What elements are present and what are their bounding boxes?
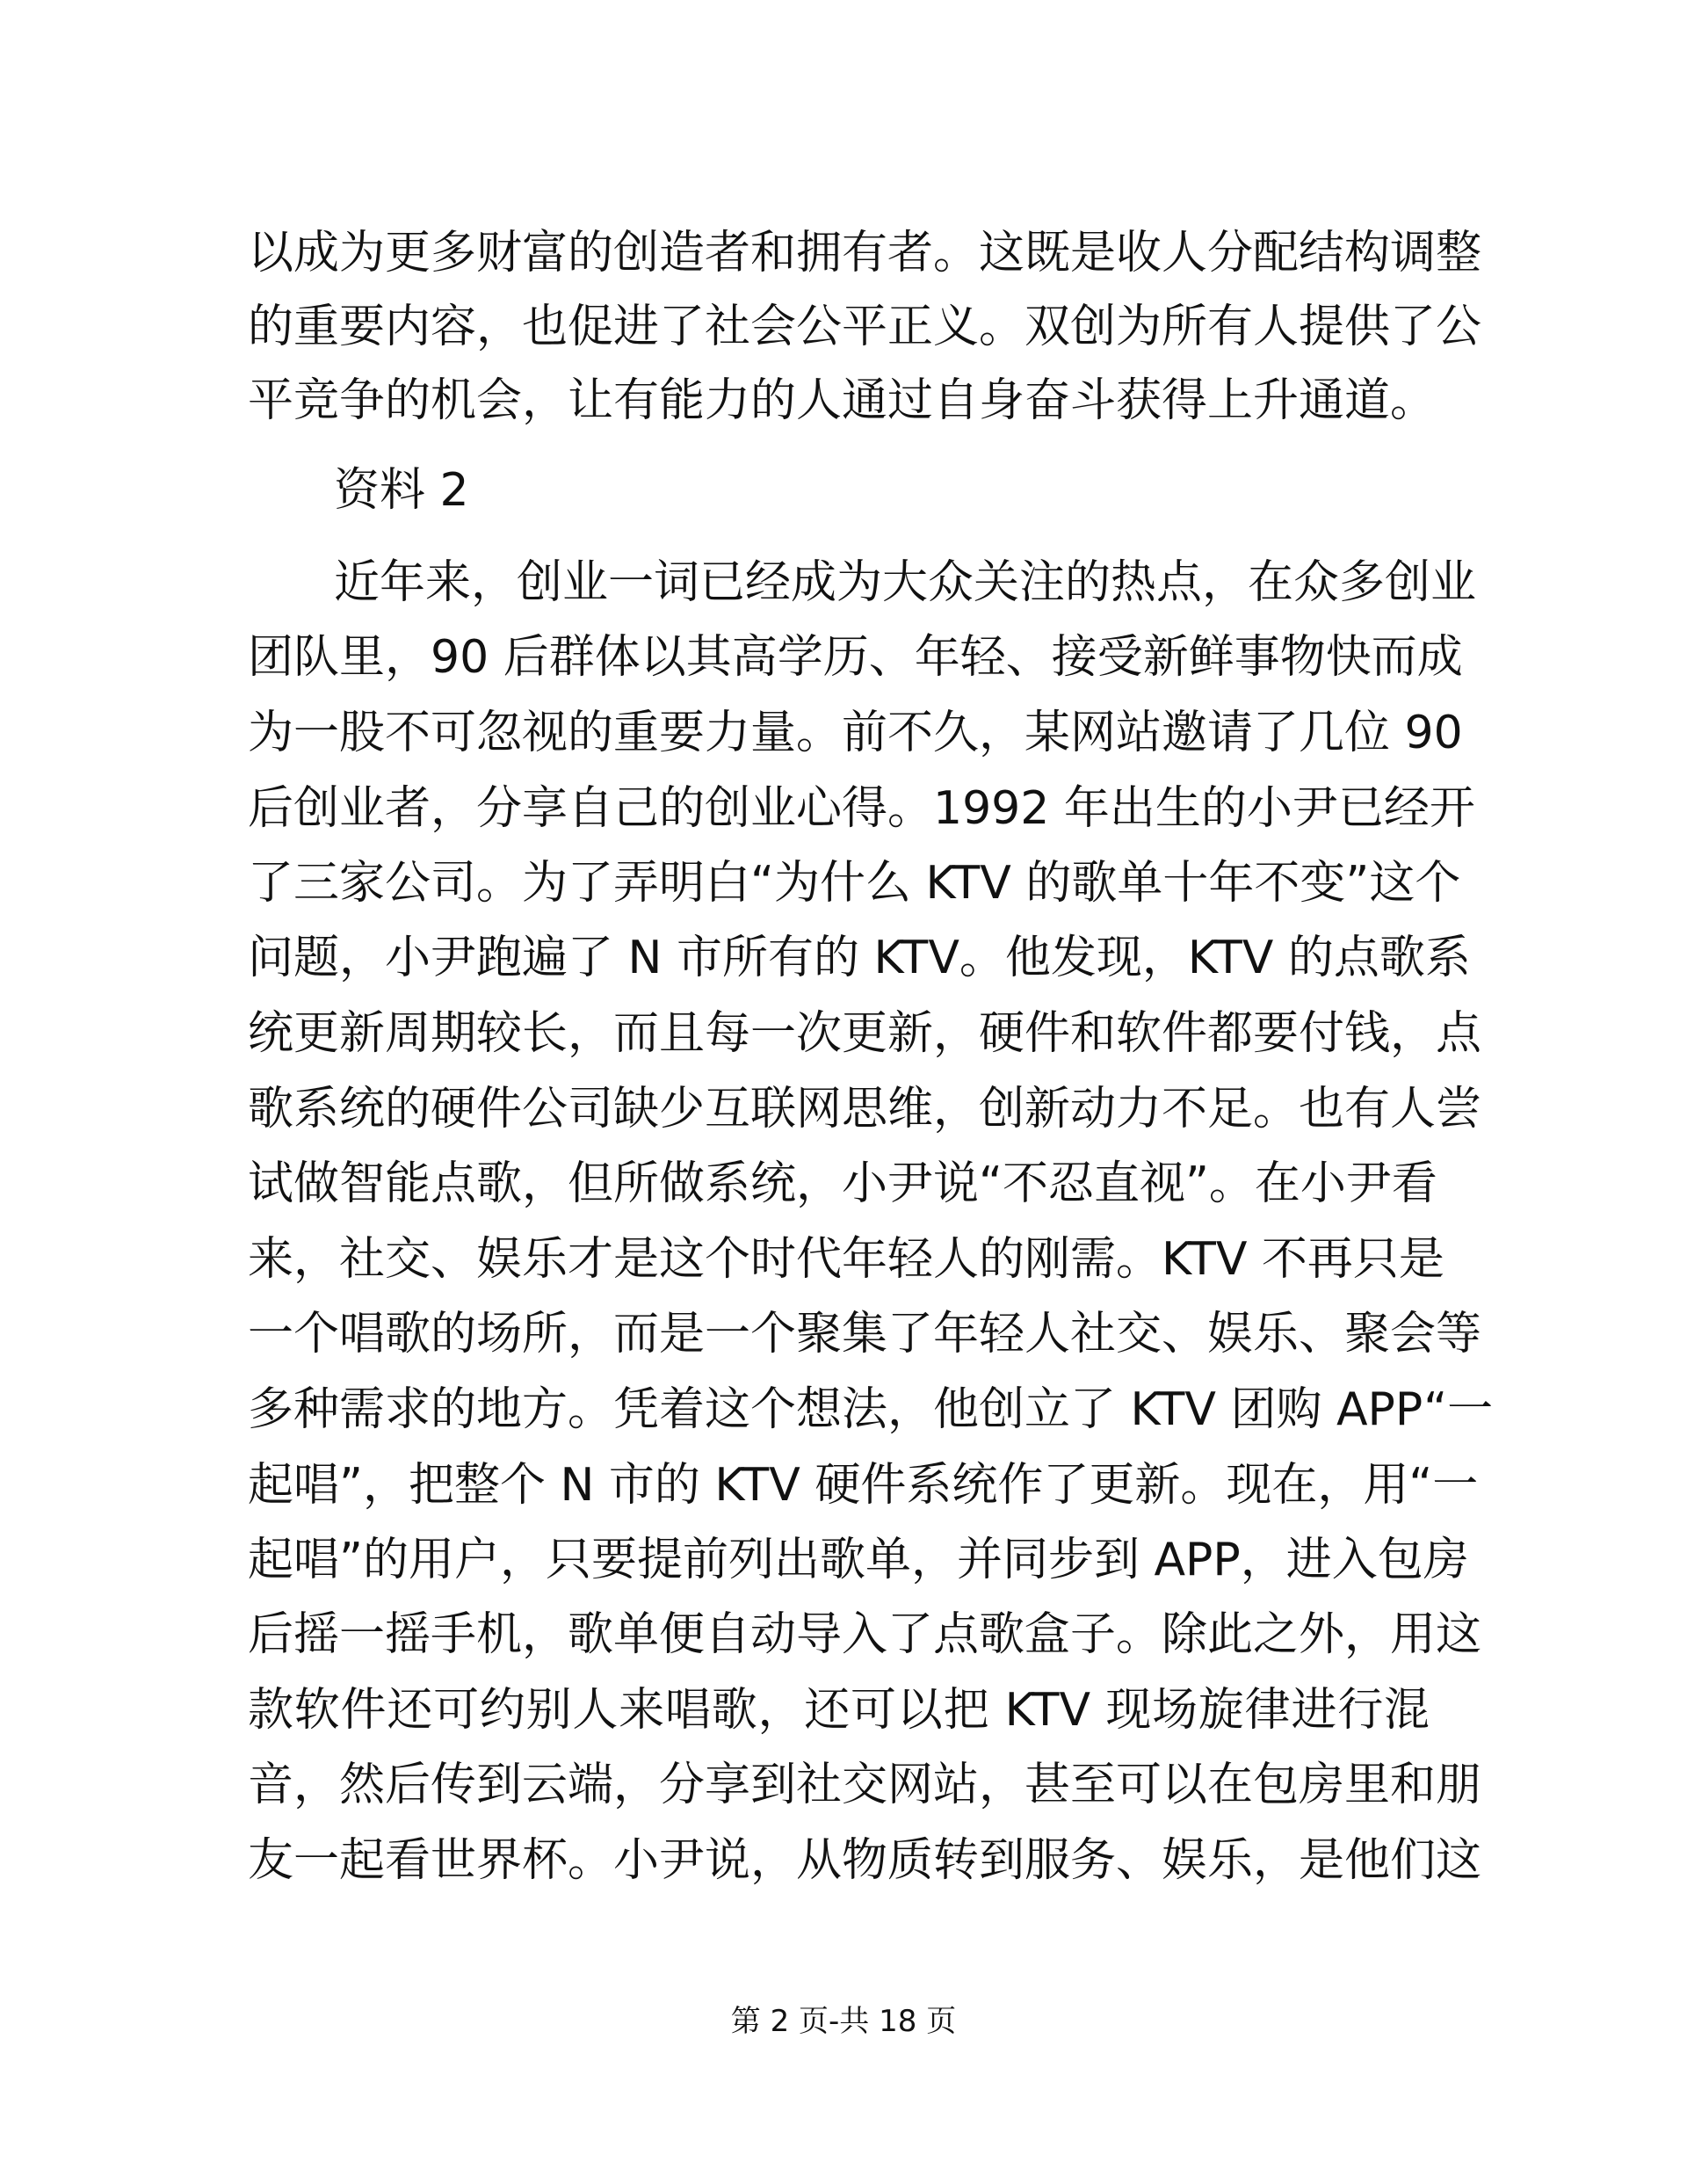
text-line-21: 音，然后传到云端，分享到社交网站，甚至可以在包房里和朋 — [248, 1759, 1482, 1811]
text-line-6: 团队里，90 后群体以其高学历、年轻、接受新鲜事物快而成 — [248, 631, 1463, 684]
text-line-20: 款软件还可约别人来唱歌，还可以把 KTV 现场旋律进行混 — [248, 1684, 1430, 1737]
text-line-10: 问题，小尹跑遍了 N 市所有的 KTV。他发现，KTV 的点歌系 — [248, 932, 1471, 984]
text-line-11: 统更新周期较长，而且每一次更新，硬件和软件都要付钱，点 — [248, 1007, 1482, 1060]
section-heading: 资料 2 — [334, 464, 469, 517]
text-line-19: 后摇一摇手机，歌单便自动导入了点歌盒子。除此之外，用这 — [248, 1608, 1482, 1661]
text-line-14: 来，社交、娱乐才是这个时代年轻人的刚需。KTV 不再只是 — [248, 1233, 1444, 1286]
text-line-8: 后创业者，分享自己的创业心得。1992 年出生的小尹已经开 — [248, 782, 1475, 835]
text-line-1: 以成为更多财富的创造者和拥有者。这既是收人分配结构调整 — [248, 227, 1482, 279]
text-line-5: 近年来，创业一词已经成为大众关注的热点，在众多创业 — [334, 556, 1477, 609]
text-line-15: 一个唱歌的场所，而是一个聚集了年轻人社交、娱乐、聚会等 — [248, 1308, 1482, 1360]
text-line-12: 歌系统的硬件公司缺少互联网思维，创新动力不足。也有人尝 — [248, 1083, 1482, 1136]
page-number-footer: 第 2 页-共 18 页 — [730, 2004, 957, 2039]
text-line-18: 起唱”的用户，只要提前列出歌单，并同步到 APP，进入包房 — [248, 1534, 1469, 1586]
text-line-2: 的重要内容，也促进了社会公平正义。双创为所有人提供了公 — [248, 301, 1482, 353]
text-line-16: 多种需求的地方。凭着这个想法，他创立了 KTV 团购 APP“一 — [248, 1383, 1494, 1436]
text-line-7: 为一股不可忽视的重要力量。前不久，某网站邀请了几位 90 — [248, 707, 1463, 759]
text-line-22: 友一起看世界杯。小尹说，从物质转到服务、娱乐，是他们这 — [248, 1834, 1482, 1887]
text-line-13: 试做智能点歌，但所做系统，小尹说“不忍直视”。在小尹看 — [248, 1157, 1437, 1210]
text-line-17: 起唱”，把整个 N 市的 KTV 硬件系统作了更新。现在，用“一 — [248, 1459, 1479, 1512]
text-line-3: 平竞争的机会，让有能力的人通过自身奋斗获得上升通道。 — [248, 374, 1437, 427]
text-line-9: 了三家公司。为了弄明白“为什么 KTV 的歌单十年不变”这个 — [248, 857, 1461, 910]
